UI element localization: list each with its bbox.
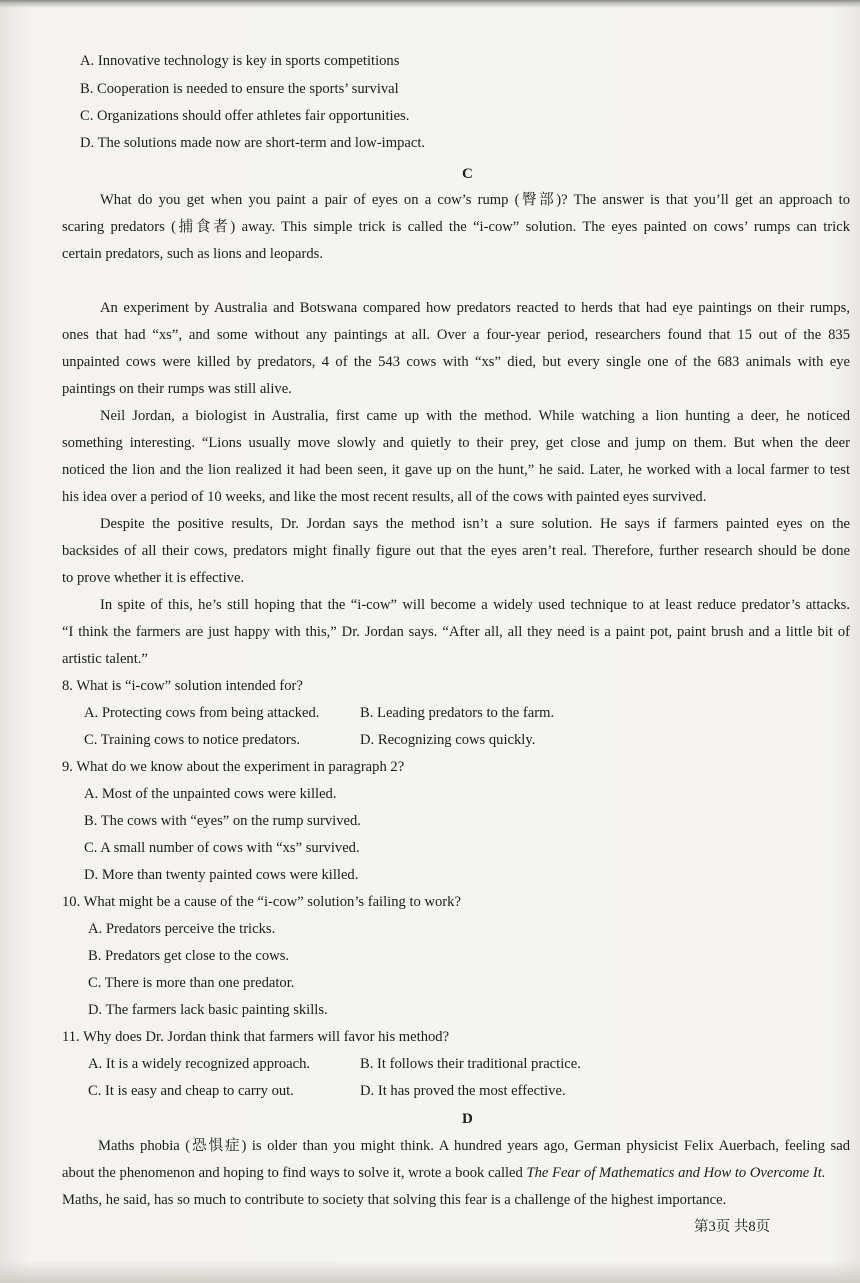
section-d-heading: D — [462, 1111, 473, 1127]
question-10-stem: 10. What might be a cause of the “i-cow” solution’s failing to work? — [62, 894, 461, 910]
question-9-stem: 9. What do we know about the experiment in paragraph 2? — [62, 759, 405, 775]
passage-c-line: certain predators, such as lions and leopards. — [62, 246, 323, 262]
passage-c-line: something interesting. “Lions usually move slowly and quietly to their prey, get close and jump on them. But when the deer — [62, 435, 850, 451]
question-11-option-d: D. It has proved the most effective. — [360, 1083, 566, 1099]
passage-d-line — [62, 1164, 825, 1182]
passage-c-line: artistic talent.” — [62, 651, 148, 667]
passage-c-line: Despite the positive results, Dr. Jordan says the method isn’t a sure solution. He says if farmers painted eyes on the — [100, 516, 850, 532]
q7-option-a: A. Innovative technology is key in sports competitions — [80, 53, 400, 69]
question-10-option-b: B. Predators get close to the cows. — [88, 948, 290, 964]
passage-c-line: What do you get when you paint a pair of eyes on a cow’s rump (臀部)? The answer is that you’ll get an approach to — [100, 192, 850, 208]
passage-c-line: scaring predators (捕食者) away. This simple trick is called the “i-cow” solution. The eyes painted on cows’ rumps can trick — [62, 219, 850, 235]
passage-c-line: Neil Jordan, a biologist in Australia, first came up with the method. While watching a lion hunting a deer, he noticed — [100, 408, 850, 424]
question-10-option-d: D. The farmers lack basic painting skills. — [88, 1002, 328, 1018]
passage-c-line: his idea over a period of 10 weeks, and like the most recent results, all of the cows with painted eyes survived. — [62, 489, 707, 505]
q7-option-b: B. Cooperation is needed to ensure the sports’ survival — [80, 81, 399, 97]
book-title: The Fear of Mathematics and How to Overcome It. — [526, 1165, 826, 1181]
passage-c-line: backsides of all their cows, predators might finally figure out that the eyes aren’t real. Therefore, further research should be done — [62, 543, 850, 559]
question-9-option-a: A. Most of the unpainted cows were killed. — [84, 786, 337, 802]
passage-c-line: “I think the farmers are just happy with this,” Dr. Jordan says. “After all, all they need is a paint pot, paint brush and a little bit of — [62, 624, 850, 640]
question-8-option-c: C. Training cows to notice predators. — [84, 732, 301, 748]
page-number: 第3页 共8页 — [694, 1219, 771, 1235]
question-9-option-b: B. The cows with “eyes” on the rump survived. — [84, 813, 361, 829]
passage-d-line: Maths phobia (恐惧症) is older than you might think. A hundred years ago, German physicist Felix Auerbach, feeling sad — [98, 1138, 850, 1154]
passage-d-line: Maths, he said, has so much to contribute to society that solving this fear is a challenge of the highest importance. — [62, 1192, 727, 1208]
passage-c-line: noticed the lion and the lion realized it had been seen, it gave up on the hunt,” he said. Later, he worked with a local farmer to test — [62, 462, 850, 478]
question-9-option-c: C. A small number of cows with “xs” survived. — [84, 840, 360, 856]
question-11-option-a: A. It is a widely recognized approach. — [88, 1056, 311, 1072]
question-8-option-d: D. Recognizing cows quickly. — [360, 732, 536, 748]
passage-d-text: about the phenomenon and hoping to find ways to solve it, wrote a book called — [62, 1165, 527, 1181]
question-9-option-d: D. More than twenty painted cows were killed. — [84, 867, 359, 883]
question-11-stem: 11. Why does Dr. Jordan think that farmers will favor his method? — [62, 1029, 450, 1045]
q7-option-d: D. The solutions made now are short-term and low-impact. — [80, 135, 426, 151]
question-8-stem: 8. What is “i-cow” solution intended for? — [62, 678, 303, 694]
scan-edge-shadow — [0, 1261, 860, 1283]
question-10-option-a: A. Predators perceive the tricks. — [88, 921, 276, 937]
question-8-option-a: A. Protecting cows from being attacked. — [84, 705, 320, 721]
passage-c-line: In spite of this, he’s still hoping that the “i-cow” will become a widely used technique to at least reduce predator’s attacks. — [100, 597, 850, 613]
passage-c-line: An experiment by Australia and Botswana compared how predators reacted to herds that had eye paintings on their rumps, — [100, 300, 850, 316]
passage-c-line: ones that had “xs”, and some without any paintings at all. Over a four-year period, researchers found that 15 out of the 835 — [62, 327, 850, 343]
question-11-option-c: C. It is easy and cheap to carry out. — [88, 1083, 294, 1099]
question-10-option-c: C. There is more than one predator. — [88, 975, 295, 991]
q7-option-c: C. Organizations should offer athletes fair opportunities. — [80, 108, 410, 124]
scan-edge-shadow — [0, 0, 860, 8]
section-c-heading: C — [462, 166, 473, 182]
passage-c-line: to prove whether it is effective. — [62, 570, 245, 586]
passage-c-line: paintings on their rumps was still alive. — [62, 381, 292, 397]
question-8-option-b: B. Leading predators to the farm. — [360, 705, 555, 721]
passage-c-line: unpainted cows were killed by predators, 4 of the 543 cows with “xs” died, but every single one of the 683 animals with eye — [62, 354, 850, 370]
question-11-option-b: B. It follows their traditional practice. — [360, 1056, 581, 1072]
